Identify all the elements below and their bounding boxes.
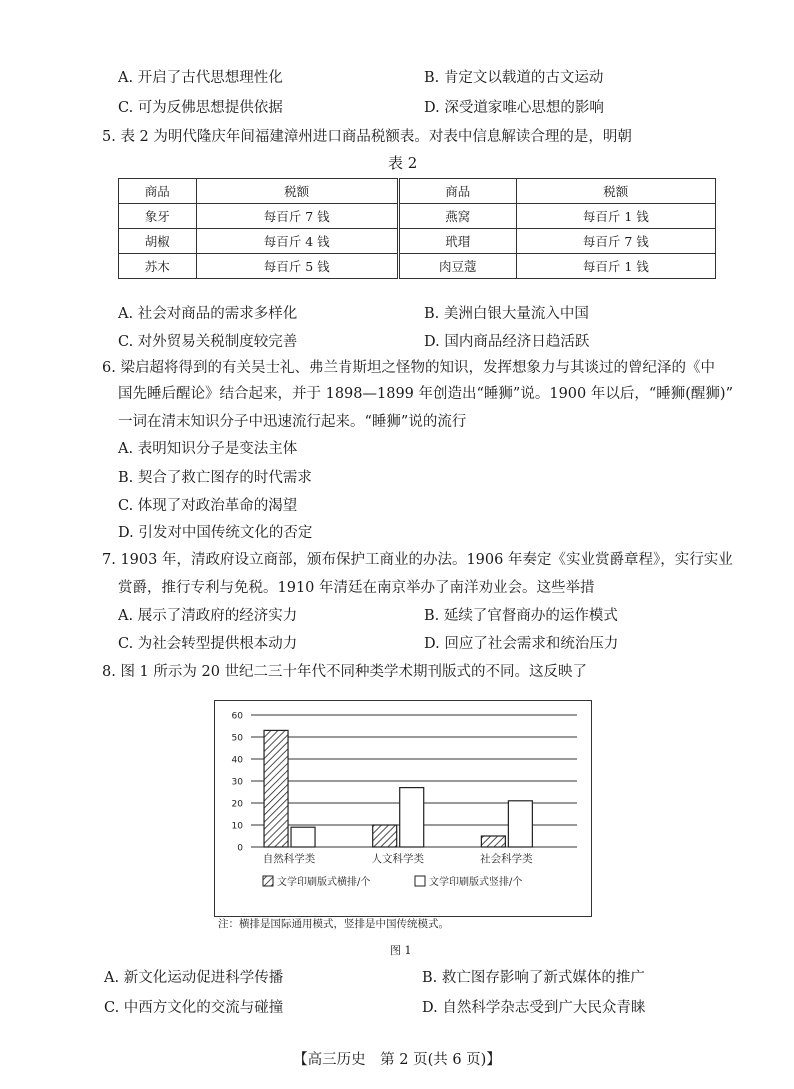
q4-options-row-2	[118, 96, 718, 117]
table-row	[119, 254, 716, 279]
q4-option-c[interactable]: C. 可为反佛思想提供依据	[118, 100, 283, 116]
q5-option-d[interactable]: D. 国内商品经济日趋活跃	[424, 334, 590, 350]
q7-options-row-1	[118, 604, 718, 625]
q5-options-row-1	[118, 302, 718, 323]
table-cell: 玳瑁	[398, 229, 516, 254]
x-category-label: 社会科学类	[480, 853, 533, 865]
table-cell: 每百斤 5 钱	[196, 254, 398, 279]
q4-option-a[interactable]: A. 开启了古代思想理性化	[118, 70, 283, 86]
table-cell: 每百斤 1 钱	[516, 254, 715, 279]
bar-horizontal-1	[373, 825, 397, 847]
q7-options-row-2	[118, 632, 718, 653]
q5-stem: 5. 表 2 为明代隆庆年间福建漳州进口商品税额表。对表中信息解读合理的是，明朝	[102, 129, 632, 145]
q8-stem: 8. 图 1 所示为 20 世纪二三十年代不同种类学术期刊版式的不同。这反映了	[102, 664, 588, 680]
table-cell: 象牙	[119, 204, 197, 229]
y-tick-label: 20	[231, 799, 243, 810]
legend-label-horizontal: 文学印刷版式横排/个	[277, 877, 371, 888]
q7-stem-line-2: 赏爵，推行专利与免税。1910 年清廷在南京举办了南洋劝业会。这些举措	[118, 580, 595, 596]
bar-horizontal-2	[481, 836, 505, 847]
figure-1-note: 注：横排是国际通用模式，竖排是中国传统模式。	[218, 918, 449, 930]
y-tick-label: 10	[231, 821, 243, 832]
legend-swatch-blank	[415, 876, 425, 886]
table-row	[119, 204, 716, 229]
table-header-cell: 税额	[196, 179, 398, 204]
bar-vertical-0	[291, 827, 315, 847]
q5-option-b[interactable]: B. 美洲白银大量流入中国	[424, 306, 589, 322]
y-tick-label: 50	[231, 733, 243, 744]
q7-option-a[interactable]: A. 展示了清政府的经济实力	[118, 608, 298, 624]
q7-option-b[interactable]: B. 延续了官督商办的运作模式	[424, 608, 618, 624]
table-cell: 每百斤 1 钱	[516, 204, 715, 229]
q6-stem-line-1: 6. 梁启超将得到的有关吴士礼、弗兰肯斯坦之怪物的知识，发挥想象力与其谈过的曾纪泽的《中	[102, 360, 715, 376]
bar-horizontal-0	[264, 730, 288, 847]
x-category-label: 自然科学类	[262, 853, 316, 865]
bar-vertical-2	[508, 801, 532, 847]
q8-options-row-2	[104, 996, 724, 1017]
table-header-cell: 税额	[516, 179, 715, 204]
q5-option-a[interactable]: A. 社会对商品的需求多样化	[118, 306, 298, 322]
q5-table-title: 表 2	[388, 154, 418, 172]
q4-options-row-1	[118, 66, 718, 87]
q4-option-b[interactable]: B. 肯定文以载道的古文运动	[424, 70, 604, 86]
q8-option-c[interactable]: C. 中西方文化的交流与碰撞	[104, 1000, 284, 1016]
q5-option-c[interactable]: C. 对外贸易关税制度较完善	[118, 334, 298, 350]
q8-option-b[interactable]: B. 救亡图存影响了新式媒体的推广	[422, 970, 645, 986]
legend-label-vertical: 文学印刷版式竖排/个	[429, 877, 523, 888]
y-tick-label: 30	[231, 777, 243, 788]
y-tick-label: 60	[231, 711, 243, 722]
table-header-cell: 商品	[119, 179, 197, 204]
q8-options-row-1	[104, 966, 724, 987]
q4-option-d[interactable]: D. 深受道家唯心思想的影响	[424, 100, 604, 116]
table-header-row	[119, 179, 716, 204]
table-cell: 肉豆蔻	[398, 254, 516, 279]
table-cell: 每百斤 7 钱	[196, 204, 398, 229]
q6-option-b[interactable]: B. 契合了救亡图存的时代需求	[118, 470, 312, 486]
table-header-cell: 商品	[398, 179, 516, 204]
y-tick-label: 0	[237, 843, 243, 854]
table-cell: 每百斤 7 钱	[516, 229, 715, 254]
y-tick-label: 40	[231, 755, 243, 766]
q8-option-a[interactable]: A. 新文化运动促进科学传播	[104, 970, 284, 986]
bar-vertical-1	[400, 788, 424, 847]
q6-option-c[interactable]: C. 体现了对政治革命的渴望	[118, 498, 298, 514]
q6-option-d[interactable]: D. 引发对中国传统文化的否定	[118, 525, 313, 541]
table-row	[119, 229, 716, 254]
table-cell: 胡椒	[119, 229, 197, 254]
q7-stem-line-1: 7. 1903 年，清政府设立商部，颁布保护工商业的办法。1906 年奏定《实业赏爵章程》，实行实业	[102, 552, 733, 568]
table-cell: 燕窝	[398, 204, 516, 229]
q5-options-row-2	[118, 330, 718, 351]
figure-1-bar-chart	[215, 701, 590, 915]
table-cell: 每百斤 4 钱	[196, 229, 398, 254]
table-cell: 苏木	[119, 254, 197, 279]
q6-option-a[interactable]: A. 表明知识分子是变法主体	[118, 441, 298, 457]
q7-option-c[interactable]: C. 为社会转型提供根本动力	[118, 636, 298, 652]
q6-stem-line-2: 国先睡后醒论》结合起来，并于 1898—1899 年创造出“睡狮”说。1900 年以后，“睡狮(醒狮)”	[118, 386, 733, 402]
q8-option-d[interactable]: D. 自然科学杂志受到广大民众青睐	[422, 1000, 646, 1016]
page-footer: 【高三历史 第 2 页(共 6 页)】	[293, 1052, 501, 1068]
x-category-label: 人文科学类	[371, 853, 424, 865]
q7-option-d[interactable]: D. 回应了社会需求和统治压力	[424, 636, 619, 652]
figure-1-label: 图 1	[390, 944, 412, 957]
q5-tax-table	[118, 178, 716, 279]
figure-1-chart-frame	[214, 700, 592, 917]
q6-stem-line-3: 一词在清末知识分子中迅速流行起来。“睡狮”说的流行	[118, 414, 467, 430]
legend-swatch-hatch	[263, 876, 273, 886]
